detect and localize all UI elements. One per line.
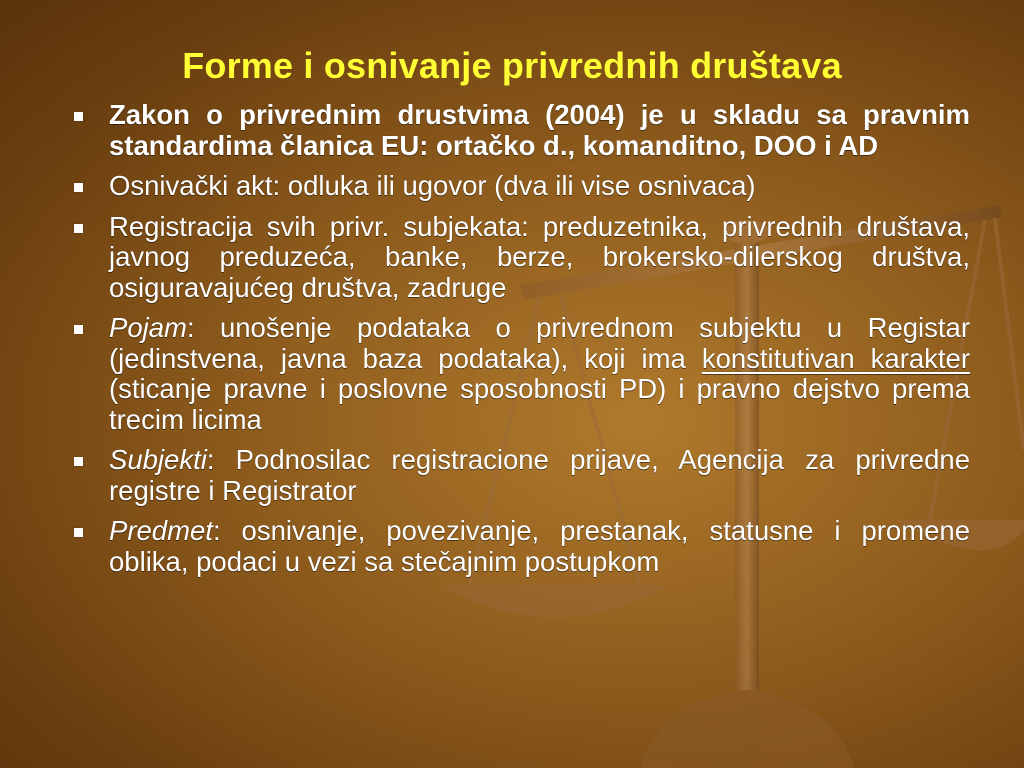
bullet-text: (sticanje pravne i poslovne sposobnosti PD) i pravno dejstvo prema trecim licima <box>109 373 970 435</box>
bullet-term: Subjekti <box>109 444 207 475</box>
bullet-item-osnivacki-akt <box>72 171 970 202</box>
bullet-item-predmet <box>72 516 970 577</box>
bullet-term: Pojam <box>109 312 187 343</box>
bullet-text: : osnivanje, povezivanje, prestanak, statusne i promene oblika, podaci u vezi sa stečajnim postupkom <box>109 515 970 577</box>
bullet-text: Osnivački akt: odluka ili ugovor (dva ili vise osnivaca) <box>109 170 756 201</box>
bullet-item-pojam <box>72 313 970 435</box>
square-bullet-icon <box>74 457 83 466</box>
slide-title: Forme i osnivanje privrednih društava <box>182 45 842 86</box>
bullet-text: : unošenje podataka o privrednom subjektu u Registar (jedinstvena, javna baza podataka), koji ima <box>109 312 970 374</box>
bullet-text: Registracija svih privr. subjekata: preduzetnika, privrednih društava, javnog preduzeća, banke, berze, brokersko-dilerskog društva, osiguravajućeg društva, zadruge <box>109 210 970 303</box>
bullet-text: : Podnosilac registracione prijave, Agencija za privredne registre i Registrator <box>109 444 970 506</box>
bullet-list <box>72 100 970 587</box>
bullet-term: Predmet <box>109 515 213 546</box>
square-bullet-icon <box>74 325 83 334</box>
bullet-text: Zakon o privrednim drustvima (2004) je u skladu sa pravnim standardima članica EU: ortačko d., komanditno, DOO i AD <box>109 99 970 161</box>
square-bullet-icon <box>74 224 83 233</box>
square-bullet-icon <box>74 528 83 537</box>
bullet-item-subjekti <box>72 445 970 506</box>
underlined-term: konstitutivan karakter <box>701 342 971 374</box>
bullet-item-zakon <box>72 100 970 161</box>
square-bullet-icon <box>74 183 83 192</box>
square-bullet-icon <box>74 112 83 121</box>
bullet-item-registracija <box>72 212 970 304</box>
